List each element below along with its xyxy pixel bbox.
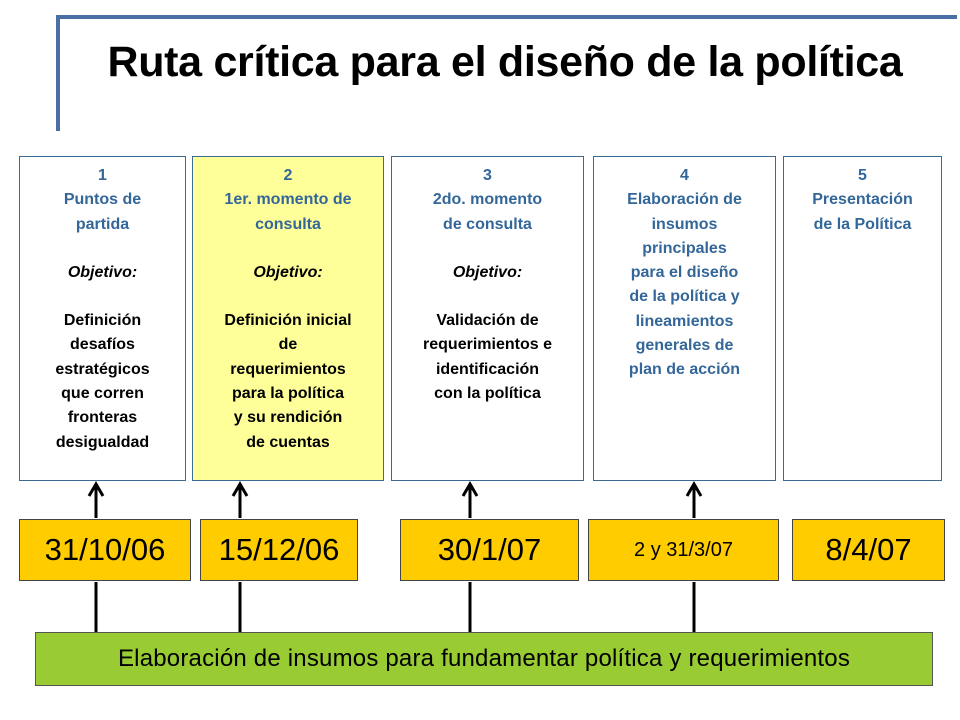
date-box-3: 30/1/07 <box>400 519 579 581</box>
objective-text: Definición inicial de requerimientos para la política y su rendición de cuentas <box>224 312 352 451</box>
date-box-4: 2 y 31/3/07 <box>588 519 779 581</box>
page-title: Ruta crítica para el diseño de la política <box>107 38 903 86</box>
stage-number: 4 <box>680 167 689 184</box>
objective-text: Validación de requerimientos e identificación con la política <box>423 312 552 403</box>
stage-box-1 <box>19 156 186 481</box>
objective-label: Objetivo: <box>452 263 523 281</box>
stage-box-4 <box>593 156 776 481</box>
date-box-1: 31/10/06 <box>19 519 191 581</box>
date-box-2: 15/12/06 <box>200 519 358 581</box>
stage-name: Puntos de partida <box>63 191 142 233</box>
stage-number: 2 <box>283 167 293 184</box>
objective-label: Objetivo: <box>67 263 138 281</box>
stage-box-3 <box>391 156 584 481</box>
date-box-5: 8/4/07 <box>792 519 945 581</box>
stage-number: 1 <box>98 167 107 184</box>
stage-number: 5 <box>858 167 867 184</box>
bottom-process-bar: Elaboración de insumos para fundamentar política y requerimientos <box>35 632 933 686</box>
stage-name: Presentación de la Política <box>812 191 913 233</box>
stage-number: 3 <box>483 167 492 184</box>
stage-name: 1er. momento de consulta <box>224 191 352 233</box>
stage-box-2 <box>192 156 384 481</box>
stage-name: Elaboración de insumos principales para el diseño de la política y lineamientos generales de plan de acción <box>627 191 742 379</box>
stage-box-5 <box>783 156 942 481</box>
objective-label: Objetivo: <box>253 263 323 281</box>
stage-name: 2do. momento de consulta <box>432 191 543 233</box>
objective-text: Definición desafíos estratégicos que corren fronteras desigualdad <box>55 312 150 451</box>
